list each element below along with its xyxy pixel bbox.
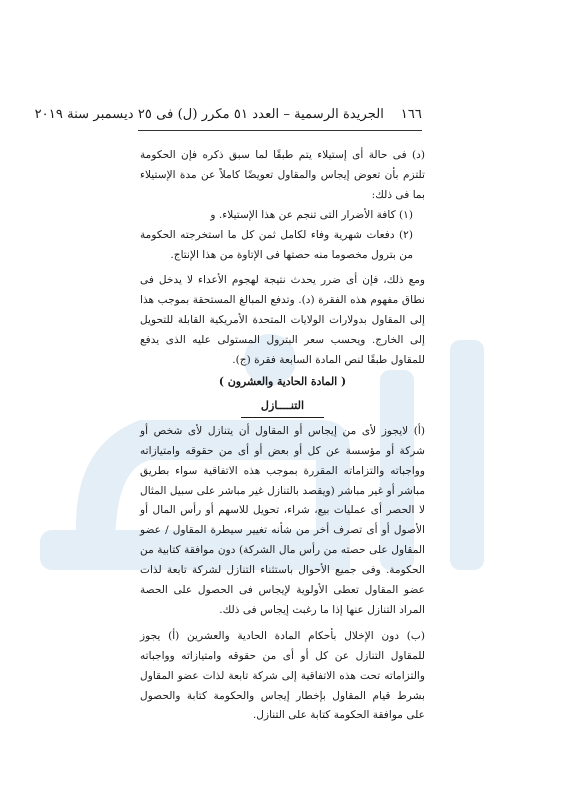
article-title: ( المادة الحادية والعشرون ) — [218, 374, 347, 388]
clause-d-paragraph: ومع ذلك، فإن أى ضرر يحدث نتيجة لهجوم الأعداء لا يدخل فى نطاق مفهوم هذه الفقرة (د). وتدفع المبالغ المستحقة بموجب هذا إلى المقاول بدولارات الولايات المتحدة الأمريكية القابلة للتحويل إلى الخارج. ويحسب سعر البترول المستولى عليه الذى يدفع للمقاول طبقًا لنص المادة السابعة فقرة (ج). — [140, 274, 425, 367]
section-title — [140, 396, 425, 418]
header-divider — [138, 130, 422, 131]
page-number: ١٦٦ — [400, 107, 422, 122]
clause-d-item-2: (٢) دفعات شهرية وفاء لكامل ثمن كل ما استخرجته الحكومة من بترول مخصوما منه حصتها فى الإتاوة من هذا الإنتاج. — [140, 228, 413, 261]
clause-d: (د) فى حالة أى إستيلاء يتم طبقًا لما سبق ذكره فإن الحكومة تلتزم بأن تعوض إيجاس والمقاول تعويضًا كاملاً عن مدة الإستيلاء بما فى ذلك: — [140, 149, 425, 201]
document-body — [140, 146, 425, 726]
section-title-text: التنــــازل — [241, 396, 324, 418]
clause-d-item-1: (١) كافة الأضرار التى تنجم عن هذا الإستيلاء. و — [210, 208, 413, 221]
gazette-info: الجريدة الرسمية – العدد ٥١ مكرر (ل) فى ٢٥ ديسمبر سنة ٢٠١٩ — [34, 107, 384, 122]
clause-a: (أ) لايجوز لأى من إيجاس أو المقاول أن يتنازل لأى شخص أو شركة أو مؤسسة عن كل أو بعض أو أى من حقوقه وامتيازاته وواجباته والتزاماته المقررة بموجب هذه الاتفاقية سواء بطريق مباشر أو غير مباشر (ويقصد بالتنازل غير مباشر على سبيل المثال لا الحصر أى عمليات بيع، شراء، تحويل للاسهم أو رأس المال أو الأصول أو أى تصرف أخر من شأنه تغيير سيطرة المقاول / عضو المقاول على حصته من رأس مال الشركة) دون موافقة كتابية من الحكومة. وفى جميع الأحوال باستثناء التنازل لشركة تابعة لذات عضو المقاول تعطى الأولوية لإيجاس فى الحصول على الحصة المراد التنازل عنها إذا ما رغبت إيجاس فى ذلك. — [140, 424, 425, 616]
page-header — [34, 106, 422, 124]
clause-b: (ب) دون الإخلال بأحكام المادة الحادية والعشرين (أ) يجوز للمقاول التنازل عن كل أو أى من حقوقه وامتيازاته وواجباته والتزاماته تحت هذه الاتفاقية إلى شركة تابعة لذات عضو المقاول بشرط قيام المقاول بإخطار إيجاس والحكومة كتابة والحصول على موافقة الحكومة كتابة على التنازل. — [140, 629, 425, 722]
